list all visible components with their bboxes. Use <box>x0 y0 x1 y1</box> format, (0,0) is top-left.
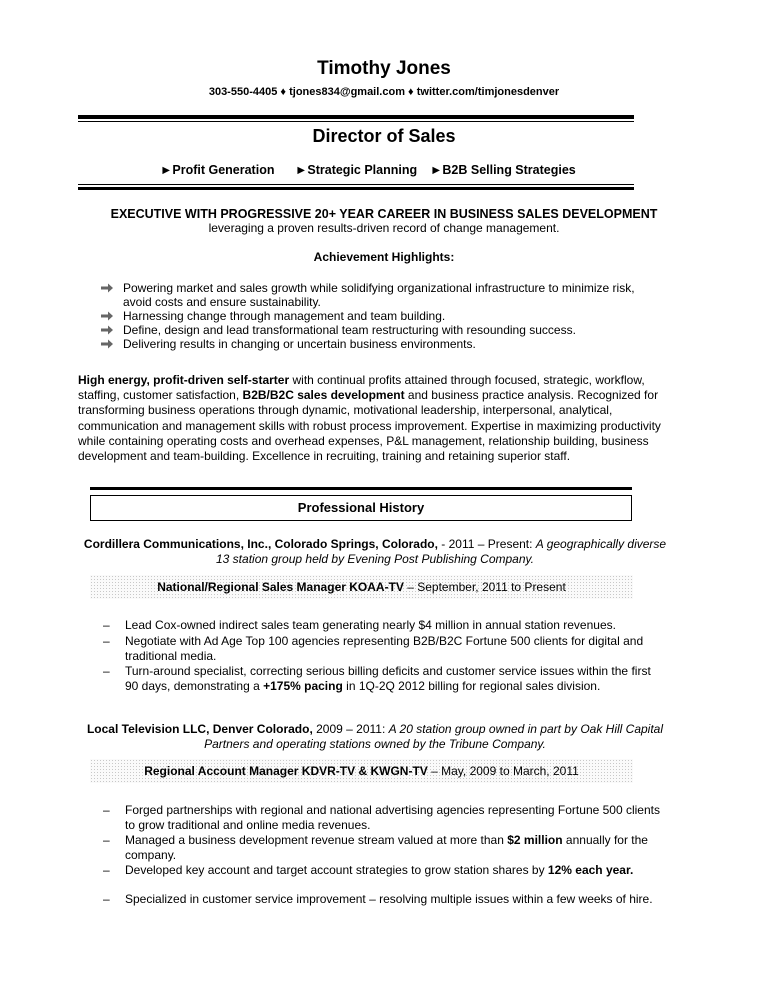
focus-divider <box>78 184 634 185</box>
dash-icon: – <box>103 892 110 906</box>
dash-icon: – <box>103 833 110 847</box>
role-banner: Regional Account Manager KDVR-TV & KWGN-TV – May, 2009 to March, 2011 <box>90 759 633 783</box>
focus-divider-thick <box>78 187 634 190</box>
triangle-icon: ► <box>295 163 308 177</box>
header-divider <box>78 115 634 119</box>
section-divider <box>90 487 632 490</box>
email: tjones834@gmail.com <box>289 86 405 98</box>
separator: ♦ <box>408 86 414 98</box>
summary-paragraph: High energy, profit-driven self-starter with continual profits attained through focused, strategic, workflow, staffing, customer satisfaction, B2B/B2C sales development and business practice analysis. Recognized for transforming business operations through dynamic, motivational leadership, interpersonal, analytical, communication and management skills with robust process improvement. Expertise in maximizing productivity while containing operating costs and overhead expenses, P&L management, relationship building, business development and team-building. Excellence in recruiting, training and retaining superior staff. <box>78 373 661 464</box>
arrow-bullet-icon <box>100 311 114 321</box>
resume-name: Timothy Jones <box>317 58 451 79</box>
triangle-icon: ► <box>430 163 443 177</box>
role-banner: National/Regional Sales Manager KOAA-TV – September, 2011 to Present <box>90 575 633 599</box>
section-title-box: Professional History <box>90 495 632 521</box>
arrow-bullet-icon <box>100 339 114 349</box>
dash-icon: – <box>103 664 110 678</box>
separator: ♦ <box>280 86 287 98</box>
focus-area: ►B2B Selling Strategies <box>430 163 576 177</box>
arrow-bullet-icon <box>100 325 114 335</box>
dash-icon: – <box>103 618 110 632</box>
arrow-bullet-icon <box>100 283 114 293</box>
twitter-handle: twitter.com/timjonesdenver <box>416 86 560 98</box>
career-headline: EXECUTIVE WITH PROGRESSIVE 20+ YEAR CAREER IN BUSINESS SALES DEVELOPMENT <box>110 207 658 221</box>
achievement-heading: Achievement Highlights: <box>313 250 455 264</box>
company-line: Local Television LLC, Denver Colorado, 2009 – 2011: A 20 station group owned in part by Oak Hill Capital Partners and operating stations owned by the Tribune Company. <box>86 722 664 751</box>
phone: 303-550-4405 <box>208 86 278 98</box>
header-divider-thin <box>78 121 634 122</box>
dash-icon: – <box>103 634 110 648</box>
focus-area: ►Profit Generation <box>160 163 275 177</box>
company-line: Cordillera Communications, Inc., Colorado Springs, Colorado, - 2011 – Present: A geographically diverse 13 station group held by Evening Post Publishing Company. <box>83 537 667 566</box>
job-title: Director of Sales <box>312 126 456 146</box>
triangle-icon: ► <box>160 163 173 177</box>
dash-icon: – <box>103 803 110 817</box>
contact-line <box>0 86 768 98</box>
dash-icon: – <box>103 863 110 877</box>
focus-area: ►Strategic Planning <box>295 163 418 177</box>
career-tagline: leveraging a proven results-driven record of change management. <box>208 221 560 235</box>
